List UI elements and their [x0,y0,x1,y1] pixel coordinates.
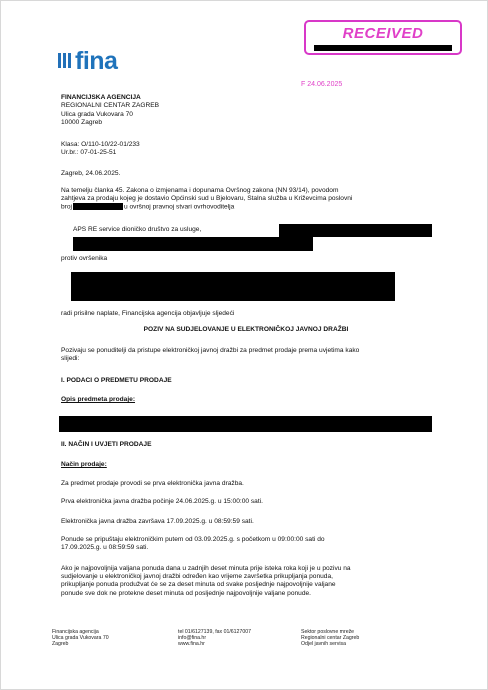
sender-line: REGIONALNI CENTAR ZAGREB [61,102,160,110]
urbroj: Ur.br.: 07-01-25-51 [61,149,117,157]
reference-numbers [61,141,140,158]
footer-line: Financijska agencija [52,629,99,635]
paragraph-line: 17.09.2025.g. u 08:59:59 sati. [61,544,149,552]
sale-paragraph-3: Elektronička javna dražba završava 17.09.2025.g. u 08:59:59 sati. [61,518,254,525]
paragraph-line: Ako je najpovoljnija valjana ponuda dana u zadnjih deset minuta prije isteka roka koji je u pozivu na [61,565,351,572]
enforcement-line: radi prisilne naplate, Financijska agencija objavljuje sljedeći [61,310,235,317]
section-2-title: II. NAČIN I UVJETI PRODAJE [61,441,152,448]
sender-line: Ulica grada Vukovara 70 [61,110,133,118]
intro-line: zahtjeva za prodaju kojeg je dostavio Općinski sud u Bjelovaru, Stalna služba u Križevcima poslovni [61,195,353,203]
redaction-bar [59,416,432,432]
footer-department [301,629,359,648]
footer-line: Sektor poslovne mreže [301,629,355,635]
section-1-subtitle: Opis predmeta prodaje: [61,396,136,403]
footer-line: Ulica grada Vukovara 70 [52,635,109,642]
paragraph-line: prikupljanje ponuda produžvat će se za deset minuta od svake posljednje najpovoljnije valjane [61,581,336,589]
fina-logo-bars-icon [58,53,73,73]
sale-paragraph-4 [61,536,431,552]
fina-logo [58,48,117,74]
footer-email: info@fina.hr [178,635,207,642]
footer-line: Regionalni centar Zagreb [301,635,360,642]
footer-contact [178,629,251,648]
redaction-bar [314,45,452,51]
invitation-line: Pozivaju se ponuditelji da pristupe elektroničkoj javnoj dražbi za predmet prodaje prema uvjetima kako [61,347,360,354]
redaction-bar [71,272,395,301]
section-2-subtitle: Način prodaje: [61,461,107,468]
stamp-date: F 24.06.2025 [301,81,343,88]
sender-name: FINANCIJSKA AGENCIJA [61,94,141,101]
against-label: protiv ovršenika [61,255,108,262]
intro-paragraph [61,187,431,212]
intro-line [61,203,431,211]
klasa: Klasa: O/110-10/22-01/233 [61,141,140,148]
sale-paragraph-1: Za predmet prodaje provodi se prva elektronička javna dražba. [61,480,244,487]
sender-line: 10000 Zagreb [61,119,103,127]
section-1-title: I. PODACI O PREDMETU PRODAJE [61,377,172,384]
invitation-paragraph [61,347,431,363]
paragraph-line: Ponude se pripuštaju elektroničkim putem od 03.09.2025.g. s početkom u 09:00:00 sati do [61,536,325,543]
footer-line: Odjel javnih servisa [301,641,346,648]
redaction-bar [73,237,313,251]
sale-paragraph-5 [61,565,431,598]
intro-broj: broj [61,203,72,211]
creditor-name: APS RE service dioničko društvo za usluge, [73,226,202,233]
invitation-line: slijedi: [61,355,80,363]
redaction-bar [279,224,432,237]
received-stamp [304,20,462,55]
footer-phone: tel 01/6127139, fax 01/6127007 [178,629,251,635]
redaction-bar [73,203,123,210]
footer-address [52,629,109,648]
footer-line: Zagreb [52,641,69,648]
received-stamp-label: RECEIVED [342,25,424,42]
sale-paragraph-2: Prva elektronička javna dražba počinje 24.06.2025.g. u 15:00:00 sati. [61,498,263,505]
document-heading: POZIV NA SUDJELOVANJE U ELEKTRONIČKOJ JAVNOJ DRAŽBI [143,326,349,333]
footer-website: www.fina.hr [178,641,205,648]
sender-address [61,94,159,128]
place-date: Zagreb, 24.06.2025. [61,170,121,177]
intro-line: Na temelju članka 45. Zakona o izmjenama i dopunama Ovršnog zakona (NN 93/14), povodom [61,187,339,194]
fina-logo-text: fina [75,47,118,75]
paragraph-line: sudjelovanje u elektroničkoj javnoj dražbi određen kao vrijeme završetka prikupljanja ponuda, [61,573,333,581]
intro-rest: u ovršnoj pravnoj stvari ovrhovoditelja [124,203,235,211]
paragraph-line: ponude sve dok ne protekne deset minuta od posljednje najpovoljnije valjane ponude. [61,589,312,597]
